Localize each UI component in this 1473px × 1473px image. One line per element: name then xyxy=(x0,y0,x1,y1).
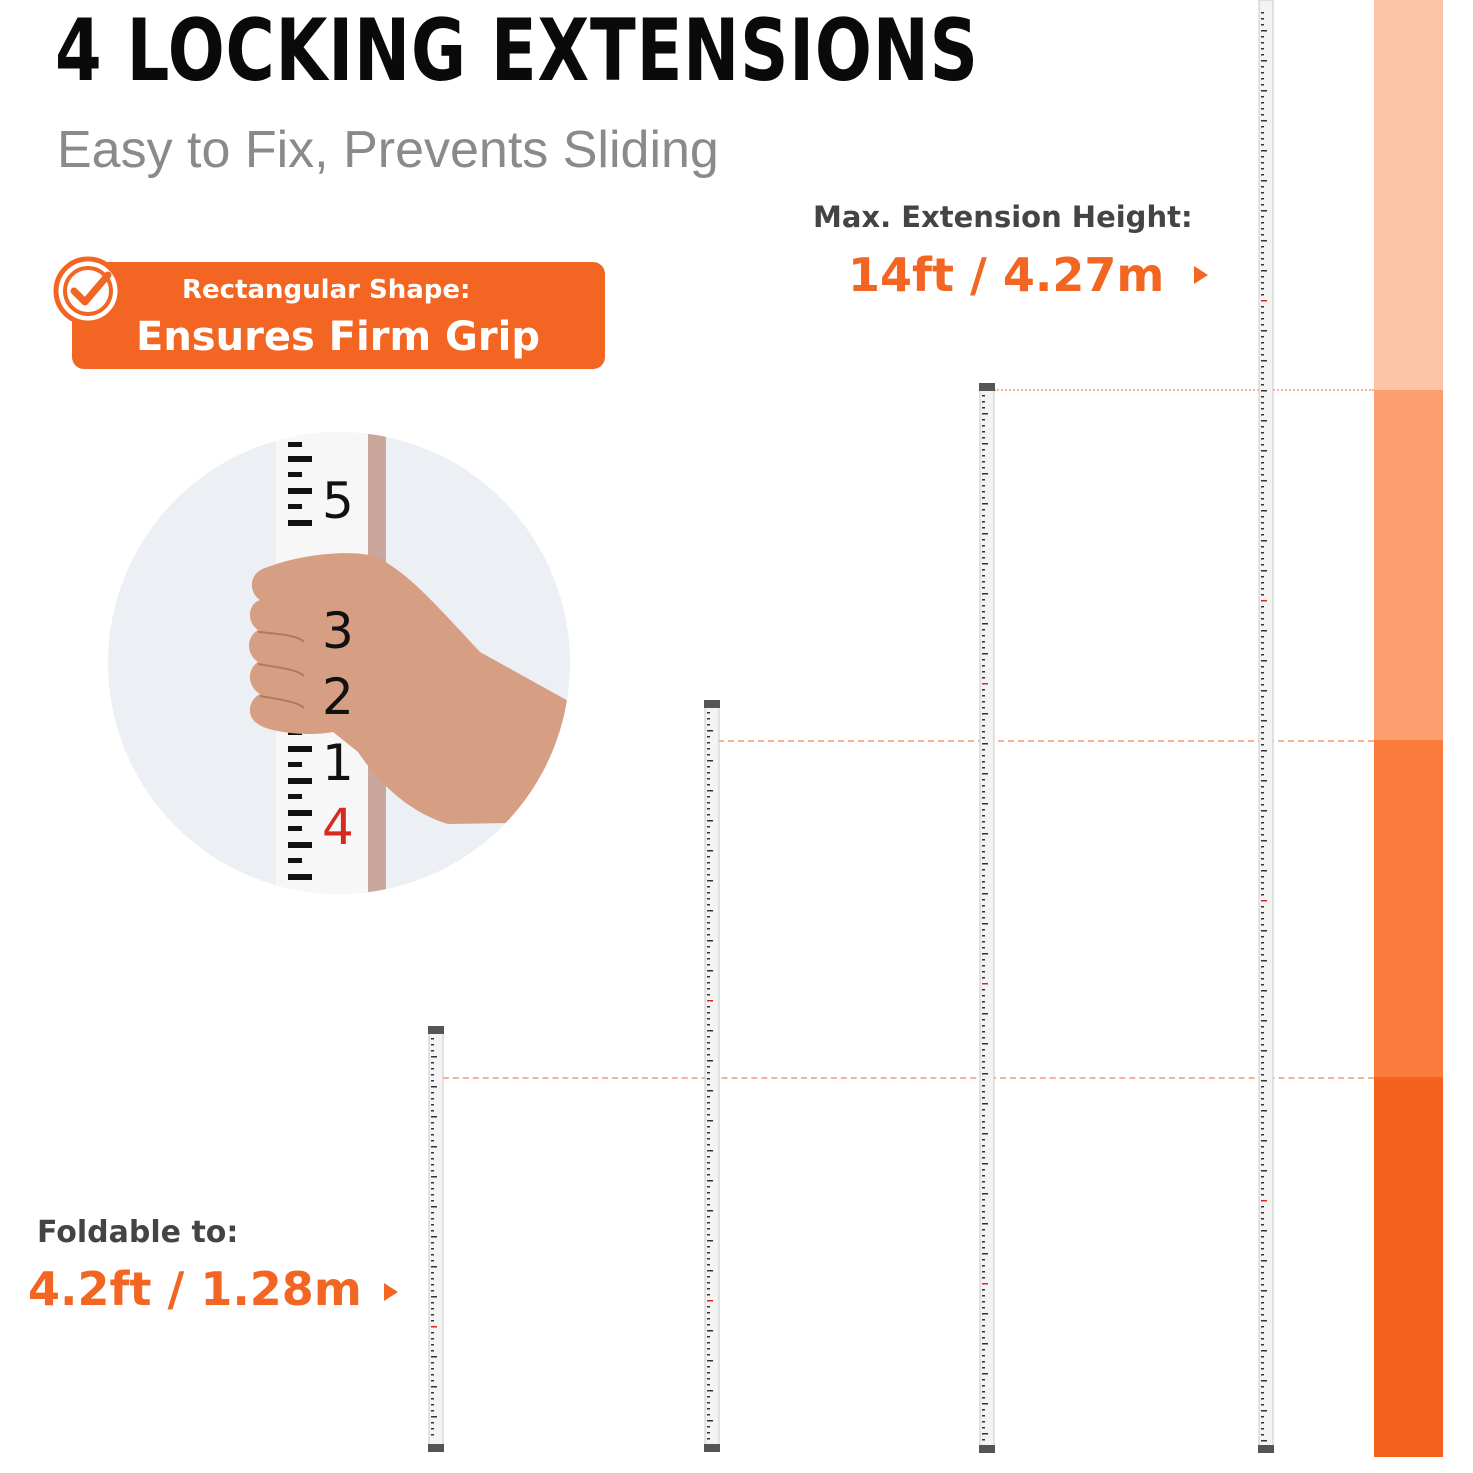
leveling-rod-two-extensions xyxy=(979,383,995,1453)
rod-graduations xyxy=(704,700,720,1452)
section-joint-guide-line xyxy=(718,740,1374,742)
feature-badge-text: Ensures Firm Grip xyxy=(136,314,540,360)
folded-length-label: Foldable to: xyxy=(37,1215,239,1250)
max-extension-value: 14ft / 4.27m xyxy=(848,248,1165,302)
max-extension-label: Max. Extension Height: xyxy=(813,200,1193,234)
height-band-section-2 xyxy=(1374,740,1443,1077)
leveling-rod-full-extension xyxy=(1258,0,1274,1453)
arrow-right-icon xyxy=(384,1283,398,1301)
scale-number: 3 xyxy=(322,602,354,660)
scale-number: 2 xyxy=(322,668,354,726)
rod-graduations xyxy=(1258,0,1274,1453)
scale-number: 1 xyxy=(322,734,354,792)
height-band-section-4 xyxy=(1374,0,1443,390)
scale-number: 5 xyxy=(322,472,354,530)
rod-graduations xyxy=(979,383,995,1453)
feature-badge-heading: Rectangular Shape: xyxy=(182,275,471,305)
height-band-section-1 xyxy=(1374,1077,1443,1457)
height-band-section-3 xyxy=(1374,390,1443,740)
check-circle-icon xyxy=(52,255,124,327)
page-title: 4 LOCKING EXTENSIONS xyxy=(55,1,979,101)
section-joint-guide-line xyxy=(443,1077,1374,1079)
arrow-right-icon xyxy=(1194,266,1208,284)
leveling-rod-one-extension xyxy=(704,700,720,1452)
rod-graduations xyxy=(428,1026,444,1452)
grip-closeup-photo xyxy=(108,432,570,894)
page-subtitle: Easy to Fix, Prevents Sliding xyxy=(57,121,719,179)
folded-length-value: 4.2ft / 1.28m xyxy=(28,1262,362,1316)
section-joint-guide-line xyxy=(994,389,1374,391)
leveling-rod-folded xyxy=(428,1026,444,1452)
scale-number-highlight: 4 xyxy=(322,798,354,856)
